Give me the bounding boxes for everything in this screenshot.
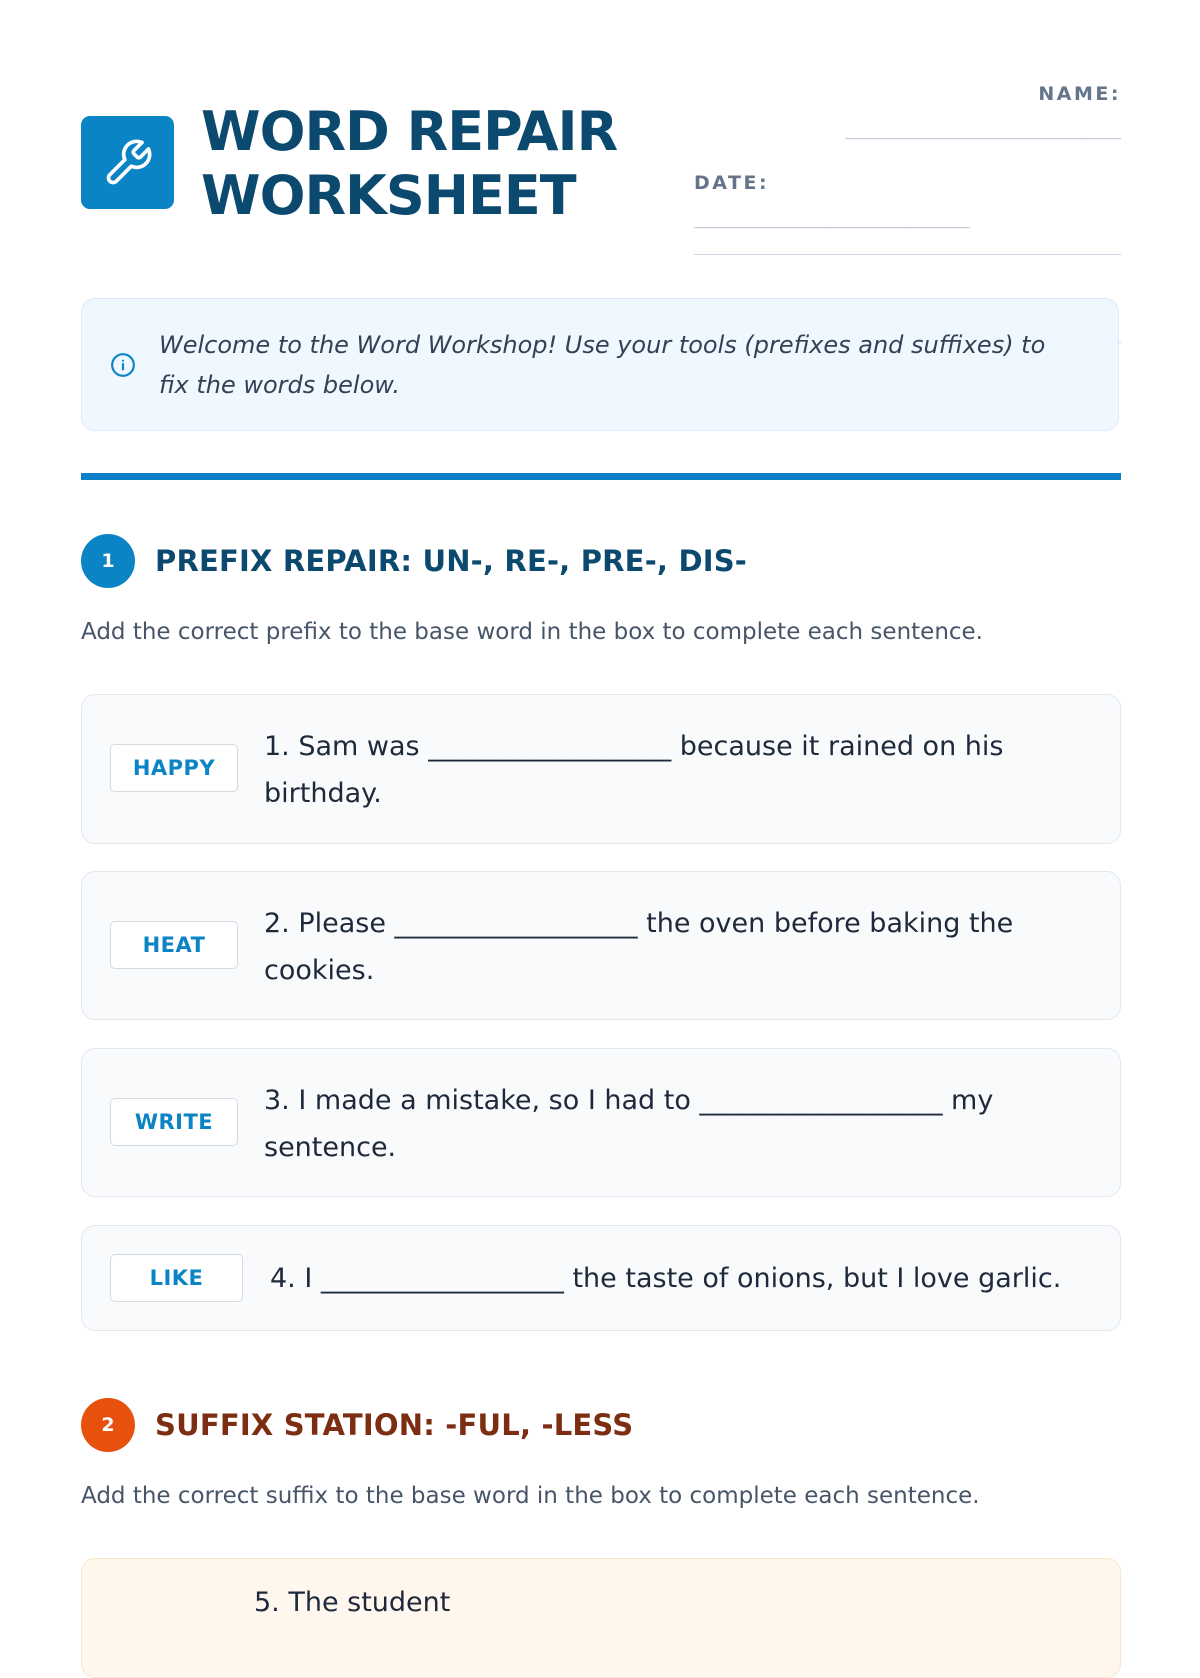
section-2-heading — [81, 1398, 633, 1452]
worksheet-header — [81, 83, 1121, 250]
name-line: ___________________________ — [844, 120, 1121, 140]
exercise-item-2 — [81, 871, 1121, 1020]
section-2-number: 2 — [81, 1398, 135, 1452]
base-word-chip: LIKE — [110, 1254, 243, 1302]
section-1-heading — [81, 534, 747, 588]
sentence-after: the oven before baking the cookies. — [264, 908, 1014, 986]
sentence — [270, 1255, 1100, 1302]
exercise-item-4 — [81, 1225, 1121, 1331]
title-line-2: WORKSHEET — [201, 164, 576, 227]
section-2-title: SUFFIX STATION: -FUL, -LESS — [155, 1408, 634, 1442]
answer-blank[interactable]: __________________ — [428, 731, 672, 762]
date-line: ___________________________ — [694, 209, 971, 229]
page-title — [201, 100, 617, 228]
base-word-chip: WRITE — [110, 1098, 238, 1146]
name-label: NAME: — [1038, 83, 1121, 105]
sentence-after: the taste of onions, but I love garlic. — [563, 1263, 1062, 1294]
section-1-title: PREFIX REPAIR: UN-, RE-, PRE-, DIS- — [155, 544, 748, 578]
logo-badge — [81, 116, 174, 209]
title-line-1: WORD REPAIR — [201, 100, 618, 163]
sentence-before: 3. I made a mistake, so I had to — [264, 1085, 700, 1116]
info-icon — [110, 352, 136, 378]
sentence-before: 1. Sam was — [264, 731, 429, 762]
sentence-after: my sentence. — [264, 1085, 994, 1163]
base-word-chip: HEAT — [110, 921, 238, 969]
intro-text: Welcome to the Word Workshop! Use your tools (prefixes and suffixes) to fix the words below. — [159, 331, 1046, 399]
answer-blank[interactable]: __________________ — [699, 1085, 943, 1116]
sentence: 5. The student — [254, 1587, 451, 1618]
sentence — [264, 1077, 1074, 1171]
base-word-chip: HAPPY — [110, 744, 238, 792]
sentence-before: 4. I — [270, 1263, 321, 1294]
answer-blank[interactable]: __________________ — [394, 908, 638, 939]
sentence-after: because it rained on his birthday. — [264, 731, 1004, 809]
sentence — [264, 723, 1074, 817]
exercise-item-3 — [81, 1048, 1121, 1197]
section-2-instructions: Add the correct suffix to the base word in the box to complete each sentence. — [81, 1483, 980, 1509]
sentence-before: 2. Please — [264, 908, 395, 939]
intro-callout — [81, 298, 1119, 431]
date-label: DATE: — [694, 172, 770, 194]
section-1-number: 1 — [81, 534, 135, 588]
section-1-instructions: Add the correct prefix to the base word in the box to complete each sentence. — [81, 619, 983, 645]
sentence — [264, 900, 1074, 994]
divider — [81, 473, 1121, 480]
answer-blank[interactable]: __________________ — [320, 1263, 564, 1294]
exercise-item-1 — [81, 694, 1121, 844]
exercise-item-5 — [81, 1558, 1121, 1678]
wrench-icon — [102, 137, 154, 189]
